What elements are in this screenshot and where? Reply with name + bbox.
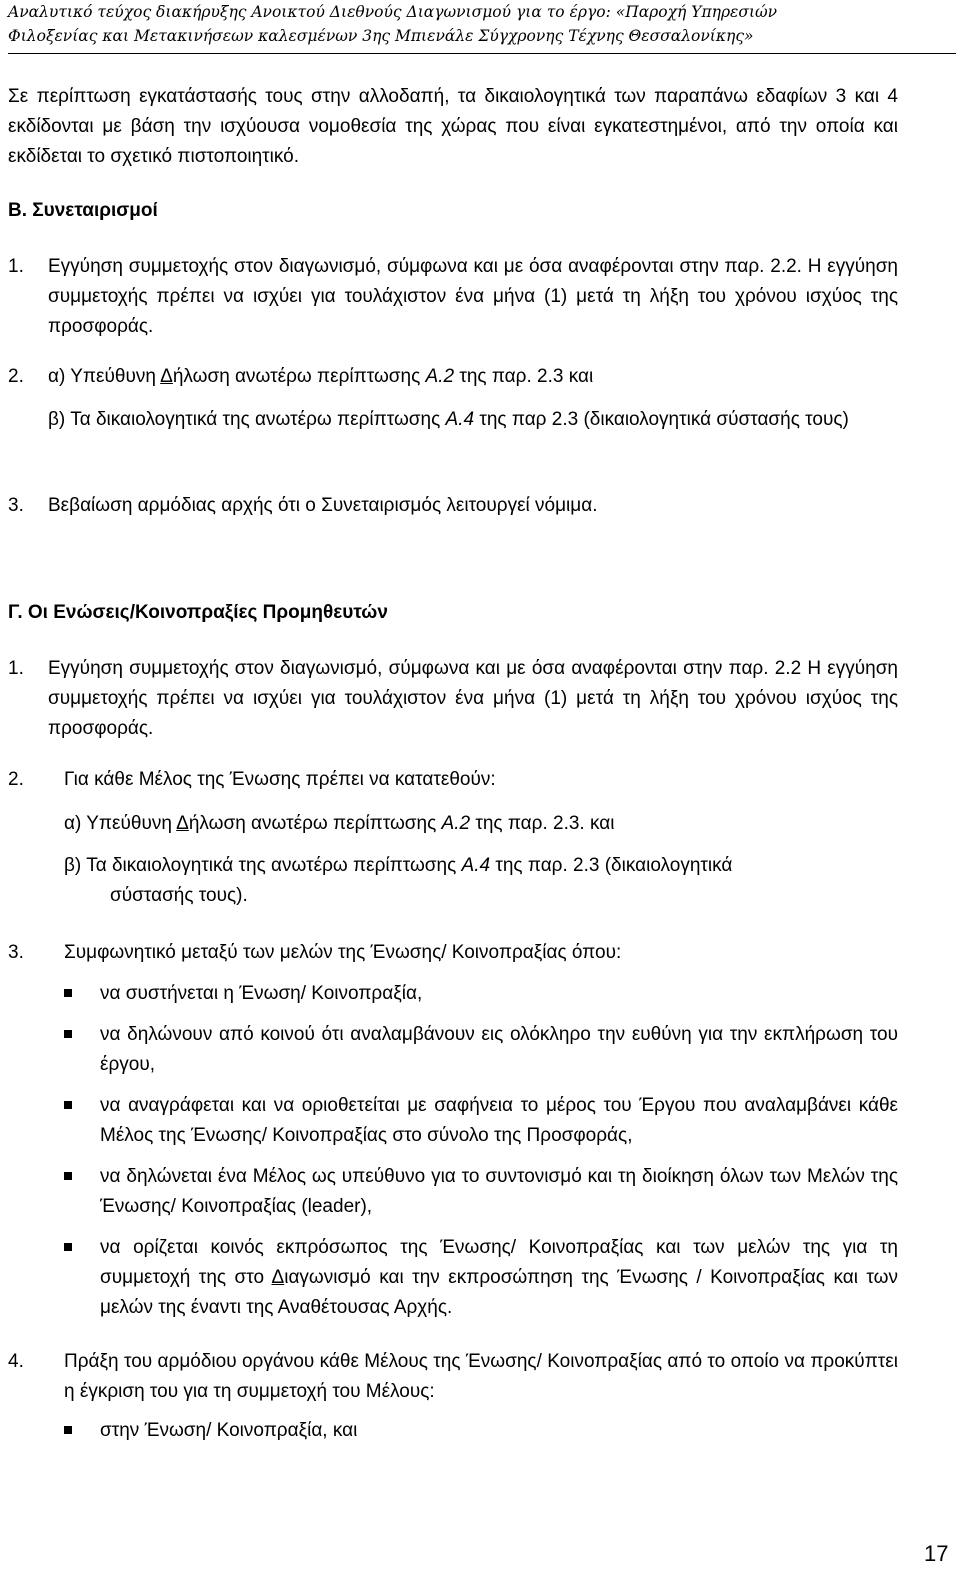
item-text: Εγγύηση συμμετοχής στον διαγωνισμό, σύμφωνα και με όσα αναφέρονται στην παρ. 2.2. Η εγγύηση συμμετοχής πρέπει να ισχύει για τουλάχιστον ένα μήνα (1) μετά τη λήξη του χρόνου ισχύος της προσφοράς. [48, 256, 898, 337]
item-text: Εγγύηση συμμετοχής στον διαγωνισμό, σύμφωνα και με όσα αναφέρονται στην παρ. 2.2 Η εγγύηση συμμετοχής πρέπει να ισχύει για τουλάχιστον ένα μήνα (1) μετά τη λήξη του χρόνου ισχύος της προσφοράς. [48, 658, 898, 739]
item-sub-b: β) Τα δικαιολογητικά της ανωτέρω περίπτωσης Α.4 της παρ. 2.3 (δικαιολογητικά [64, 855, 733, 876]
item-number: 3. [8, 495, 24, 516]
page-number: 17 [924, 1541, 949, 1566]
section-c-title: Γ. Οι Ενώσεις/Κοινοπραξίες Προμηθευτών [8, 602, 388, 623]
item-sub-a: α) Υπεύθυνη Δήλωση ανωτέρω περίπτωσης Α.2 της παρ. 2.3 και [48, 366, 594, 387]
item-text: Πράξη του αρμόδιου οργάνου κάθε Μέλους της Ένωσης/ Κοινοπραξίας από το οποίο να προκύπτει η έγκριση του για τη συμμετοχή του Μέλους: [64, 1351, 898, 1402]
intro-paragraph: Σε περίπτωση εγκατάστασής τους στην αλλοδαπή, τα δικαιολογητικά των παραπάνω εδαφίων 3 και 4 εκδίδονται με βάση την ισχύουσα νομοθεσία της χώρας που είναι εγκατεστημένοι, από την οποία και εκδίδεται το σχετικό πιστοποιητικό. [8, 86, 898, 167]
item-number: 3. [8, 942, 24, 963]
square-bullet-icon [64, 989, 72, 997]
section-c-item-2-b-cont: σύστασής τους). [110, 885, 248, 906]
square-bullet-icon [64, 1030, 72, 1038]
item-number: 2. [8, 366, 24, 387]
header-line-1: Αναλυτικό τεύχος διακήρυξης Ανοικτού Διεθνούς Διαγωνισμού για το έργο: «Παροχή Υπηρεσιών [8, 3, 778, 21]
item-text: Βεβαίωση αρμόδιας αρχής ότι ο Συνεταιρισμός λειτουργεί νόμιμα. [48, 495, 598, 516]
item-number: 1. [8, 256, 24, 277]
square-bullet-icon [64, 1172, 72, 1180]
item-sub-a: α) Υπεύθυνη Δήλωση ανωτέρω περίπτωσης Α.2 της παρ. 2.3. και [64, 813, 615, 834]
item-number: 4. [8, 1351, 24, 1372]
document-header [8, 0, 958, 48]
item-text: Για κάθε Μέλος της Ένωσης πρέπει να κατατεθούν: [64, 769, 496, 790]
item-number: 1. [8, 658, 24, 679]
item-text: Συμφωνητικό μεταξύ των μελών της Ένωσης/ Κοινοπραξίας όπου: [64, 942, 622, 963]
square-bullet-icon [64, 1101, 72, 1109]
section-b-title: Β. Συνεταιρισμοί [8, 200, 158, 221]
square-bullet-icon [64, 1243, 72, 1251]
header-divider [8, 53, 956, 54]
item-sub-b: β) Τα δικαιολογητικά της ανωτέρω περίπτωσης Α.4 της παρ 2.3 (δικαιολογητικά σύστασής τους) [48, 409, 849, 430]
header-line-2: Φιλοξενίας και Μετακινήσεων καλεσμένων 3ης Μπιενάλε Σύγχρονης Τέχνης Θεσσαλονίκης» [8, 27, 754, 45]
square-bullet-icon [64, 1426, 72, 1434]
item-number: 2. [8, 769, 24, 790]
